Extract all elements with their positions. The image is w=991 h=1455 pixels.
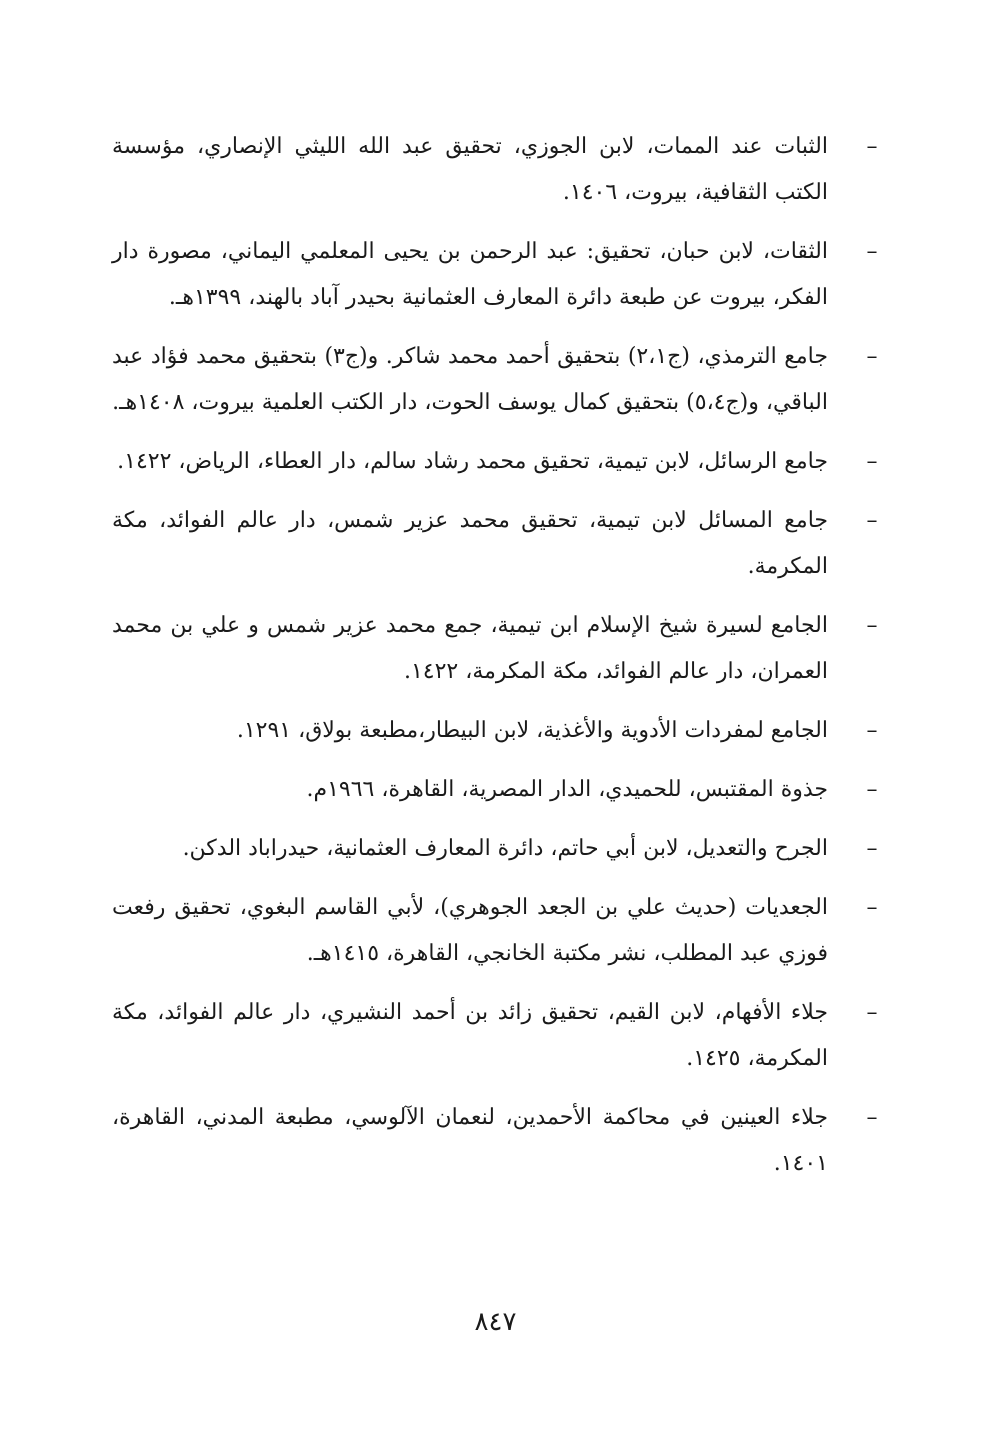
entry-text: الجرح والتعديل، لابن أبي حاتم، دائرة المعارف العثمانية، حيدراباد الدكن. <box>182 836 828 861</box>
entry-text: الثبات عند الممات، لابن الجوزي، تحقيق عبد الله الليثي الإنصاري، مؤسسة الكتب الثقافية، بيروت، ١٤٠٦. <box>112 134 828 205</box>
entry-text: جامع الترمذي، (ج٢،١) بتحقيق أحمد محمد شاكر. و(ج٣) بتحقيق محمد فؤاد عبد الباقي، و(ج٥،٤) بتحقيق كمال يوسف الحوت، دار الكتب العلمية بيروت، ١٤٠٨هـ. <box>112 344 828 415</box>
bibliography-entry <box>112 767 880 813</box>
entry-dash: – <box>866 613 878 638</box>
bibliography-entry <box>112 603 880 695</box>
entry-dash: – <box>866 895 878 920</box>
entry-text: الثقات، لابن حبان، تحقيق: عبد الرحمن بن يحيى المعلمي اليماني، مصورة دار الفكر، بيروت عن طبعة دائرة المعارف العثمانية بحيدر آباد بالهند، ١٣٩٩هـ. <box>112 239 828 310</box>
page-number: ٨٤٧ <box>474 1307 517 1337</box>
bibliography-entry <box>112 124 880 216</box>
entry-dash: – <box>866 1000 878 1025</box>
entry-text: الجعديات (حديث علي بن الجعد الجوهري)، لأبي القاسم البغوي، تحقيق رفعت فوزي عبد المطلب، نشر مكتبة الخانجي، القاهرة، ١٤١٥هـ. <box>112 895 828 966</box>
entry-dash: – <box>866 718 878 743</box>
entry-text: الجامع لمفردات الأدوية والأغذية، لابن البيطار،مطبعة بولاق، ١٢٩١. <box>236 718 828 743</box>
bibliography-entry <box>112 708 880 754</box>
entry-dash: – <box>866 777 878 802</box>
bibliography-entry <box>112 826 880 872</box>
entry-text: جذوة المقتبس، للحميدي، الدار المصرية، القاهرة، ١٩٦٦م. <box>306 777 828 802</box>
entry-dash: – <box>866 508 878 533</box>
entry-dash: – <box>866 239 878 264</box>
entry-text: جامع الرسائل، لابن تيمية، تحقيق محمد رشاد سالم، دار العطاء، الرياض، ١٤٢٢. <box>117 449 828 474</box>
bibliography-entry <box>112 990 880 1082</box>
bibliography-entry <box>112 498 880 590</box>
bibliography-list <box>112 124 880 1200</box>
entry-dash: – <box>866 836 878 861</box>
bibliography-entry <box>112 885 880 977</box>
entry-dash: – <box>866 449 878 474</box>
entry-dash: – <box>866 134 878 159</box>
entry-text: جلاء العينين في محاكمة الأحمدين، لنعمان الآلوسي، مطبعة المدني، القاهرة، ١٤٠١. <box>112 1105 828 1176</box>
entry-dash: – <box>866 1105 878 1130</box>
entry-dash: – <box>866 344 878 369</box>
entry-text: جلاء الأفهام، لابن القيم، تحقيق زائد بن أحمد النشيري، دار عالم الفوائد، مكة المكرمة، ١٤٢٥. <box>112 1000 828 1071</box>
bibliography-entry <box>112 229 880 321</box>
bibliography-entry <box>112 1095 880 1187</box>
bibliography-entry <box>112 334 880 426</box>
entry-text: جامع المسائل لابن تيمية، تحقيق محمد عزير شمس، دار عالم الفوائد، مكة المكرمة. <box>112 508 828 579</box>
entry-text: الجامع لسيرة شيخ الإسلام ابن تيمية، جمع محمد عزير شمس و علي بن محمد العمران، دار عالم الفوائد، مكة المكرمة، ١٤٢٢. <box>112 613 828 684</box>
bibliography-entry <box>112 439 880 485</box>
